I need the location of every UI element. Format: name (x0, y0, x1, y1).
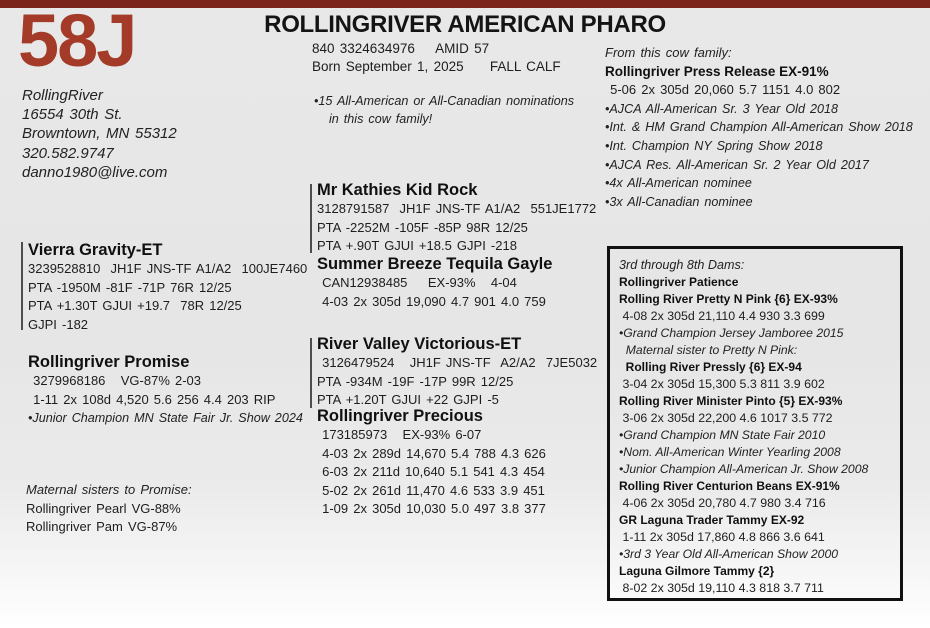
text-line: •Nom. All-American Winter Yearling 2008 (619, 445, 841, 459)
text-line: 8-02 2x 305d 19,110 4.3 818 3.7 711 (619, 581, 824, 595)
text-line: •Int. Champion NY Spring Show 2018 (605, 138, 823, 153)
text-line: 5-06 2x 305d 20,060 5.7 1151 4.0 802 (605, 82, 841, 98)
text-line: Rollingriver Pearl VG-88% (26, 500, 181, 516)
dam-promise-block (28, 352, 303, 428)
text-line: 4-06 2x 305d 20,780 4.7 980 3.4 716 (619, 496, 826, 510)
nomination-note (314, 93, 574, 128)
text-line: PTA -2252M -105F -85P 98R 12/25 (317, 219, 528, 235)
text-line: GJPI -182 (28, 316, 89, 332)
text-line: RollingRiver (22, 87, 103, 104)
text-line: 1-11 2x 108d 4,520 5.6 256 4.4 203 RIP (28, 391, 276, 407)
pedigree-bracket-kidrock (310, 184, 312, 253)
dams-history-box (607, 246, 903, 601)
text-line: Rollingriver Press Release EX-91% (605, 63, 829, 79)
text-line: 3279968186 VG-87% 2-03 (28, 373, 202, 388)
text-line: PTA +1.20T GJUI +22 GJPI -5 (317, 392, 499, 407)
text-line: 3239528810 JH1F JNS-TF A1/A2 100JE7460 (28, 261, 308, 276)
text-line: River Valley Victorious-ET (317, 335, 522, 353)
text-line: Vierra Gravity-ET (28, 241, 163, 259)
text-line: 3-04 2x 305d 15,300 5.3 811 3.9 602 (619, 377, 825, 391)
text-line: 3rd through 8th Dams: (619, 258, 745, 272)
text-line: •Grand Champion Jersey Jamboree 2015 (619, 326, 844, 340)
text-line: Mr Kathies Kid Rock (317, 181, 478, 199)
text-line: 4-08 2x 305d 21,110 4.4 930 3.3 699 (619, 309, 825, 323)
text-line: Rolling River Minister Pinto {5} EX-93% (619, 394, 843, 408)
text-line: 3128791587 JH1F JNS-TF A1/A2 551JE1772 (317, 201, 597, 216)
text-line: 1-09 2x 305d 10,030 5.0 497 3.8 377 (317, 501, 546, 516)
text-line: •15 All-American or All-Canadian nominations (314, 94, 575, 108)
text-line: 6-03 2x 211d 10,640 5.1 541 4.3 454 (317, 464, 545, 479)
text-line: 173185973 EX-93% 6-07 (317, 427, 482, 442)
text-line: •Junior Champion MN State Fair Jr. Show 2024 (28, 411, 303, 425)
text-line: PTA +.90T GJUI +18.5 GJPI -218 (317, 238, 517, 253)
text-line: 4-03 2x 305d 19,090 4.7 901 4.0 759 (317, 293, 546, 309)
text-line: 4-03 2x 289d 14,670 5.4 788 4.3 626 (317, 445, 546, 461)
text-line: •Grand Champion MN State Fair 2010 (619, 428, 826, 442)
text-line: Rolling River Pretty N Pink {6} EX-93% (619, 292, 838, 306)
text-line: •3x All-Canadian nominee (605, 194, 753, 209)
page-title: ROLLINGRIVER AMERICAN PHARO (264, 11, 666, 38)
text-line: 3126479524 JH1F JNS-TF A2/A2 7JE5032 (317, 355, 598, 370)
text-line: From this cow family: (605, 45, 732, 60)
text-line: danno1980@live.com (22, 163, 168, 181)
text-line: •AJCA Res. All-American Sr. 2 Year Old 2017 (605, 157, 869, 172)
text-line: Rollingriver Pam VG-87% (26, 519, 178, 534)
text-line: Rollingriver Patience (619, 275, 739, 289)
text-line: Rolling River Centurion Beans EX-91% (619, 479, 840, 493)
text-line: •3rd 3 Year Old All-American Show 2000 (619, 547, 839, 561)
text-line: Maternal sisters to Promise: (26, 482, 192, 497)
pedigree-bracket-victorious (310, 338, 312, 408)
pedigree-bracket-sire (21, 242, 23, 330)
text-line: GR Laguna Trader Tammy EX-92 (619, 513, 805, 527)
text-line: •Int. & HM Grand Champion All-American Show 2018 (605, 120, 913, 135)
text-line: Maternal sister to Pretty N Pink: (619, 343, 798, 357)
text-line: PTA -1950M -81F -71P 76R 12/25 (28, 279, 232, 295)
text-line: 840 3324634976 AMID 57 (312, 41, 490, 56)
text-line: •AJCA All-American Sr. 3 Year Old 2018 (605, 101, 838, 116)
pedigree-tequila-gayle-block (317, 254, 552, 311)
top-accent-bar (0, 0, 930, 8)
text-line: PTA -934M -19F -17P 99R 12/25 (317, 373, 514, 389)
text-line: 5-02 2x 261d 11,470 4.6 533 3.9 451 (317, 482, 545, 498)
text-line: 16554 30th St. (22, 106, 123, 124)
text-line: Laguna Gilmore Tammy {2} (619, 564, 775, 578)
text-line: Summer Breeze Tequila Gayle (317, 255, 553, 273)
text-line: 320.582.9747 (22, 144, 114, 162)
text-line: Browntown, MN 55312 (22, 125, 177, 143)
text-line: in this cow family! (314, 111, 433, 126)
sire-gravity-block (28, 240, 307, 334)
text-line: 1-11 2x 305d 17,860 4.8 866 3.6 641 (619, 530, 825, 544)
pedigree-victorious-block (317, 334, 597, 410)
text-line: •4x All-American nominee (605, 176, 752, 191)
text-line: •Junior Champion All-American Jr. Show 2008 (619, 462, 869, 476)
text-line: 3-06 2x 305d 22,200 4.6 1017 3.5 772 (619, 411, 833, 425)
text-line: CAN12938485 EX-93% 4-04 (317, 275, 517, 290)
text-line: Rollingriver Promise (28, 353, 190, 371)
registration-block (312, 40, 561, 76)
text-line: PTA +1.30T GJUI +19.7 78R 12/25 (28, 298, 242, 313)
consignor-address (22, 86, 177, 182)
text-line: Rolling River Pressly {6} EX-94 (619, 360, 802, 374)
lot-number: 58J (18, 0, 136, 82)
text-line: Born September 1, 2025 FALL CALF (312, 59, 561, 74)
pedigree-kid-rock-block (317, 180, 596, 256)
cow-family-block (605, 44, 913, 211)
maternal-sisters-block (26, 481, 192, 537)
pedigree-precious-block (317, 406, 546, 519)
text-line: Rollingriver Precious (317, 407, 483, 425)
